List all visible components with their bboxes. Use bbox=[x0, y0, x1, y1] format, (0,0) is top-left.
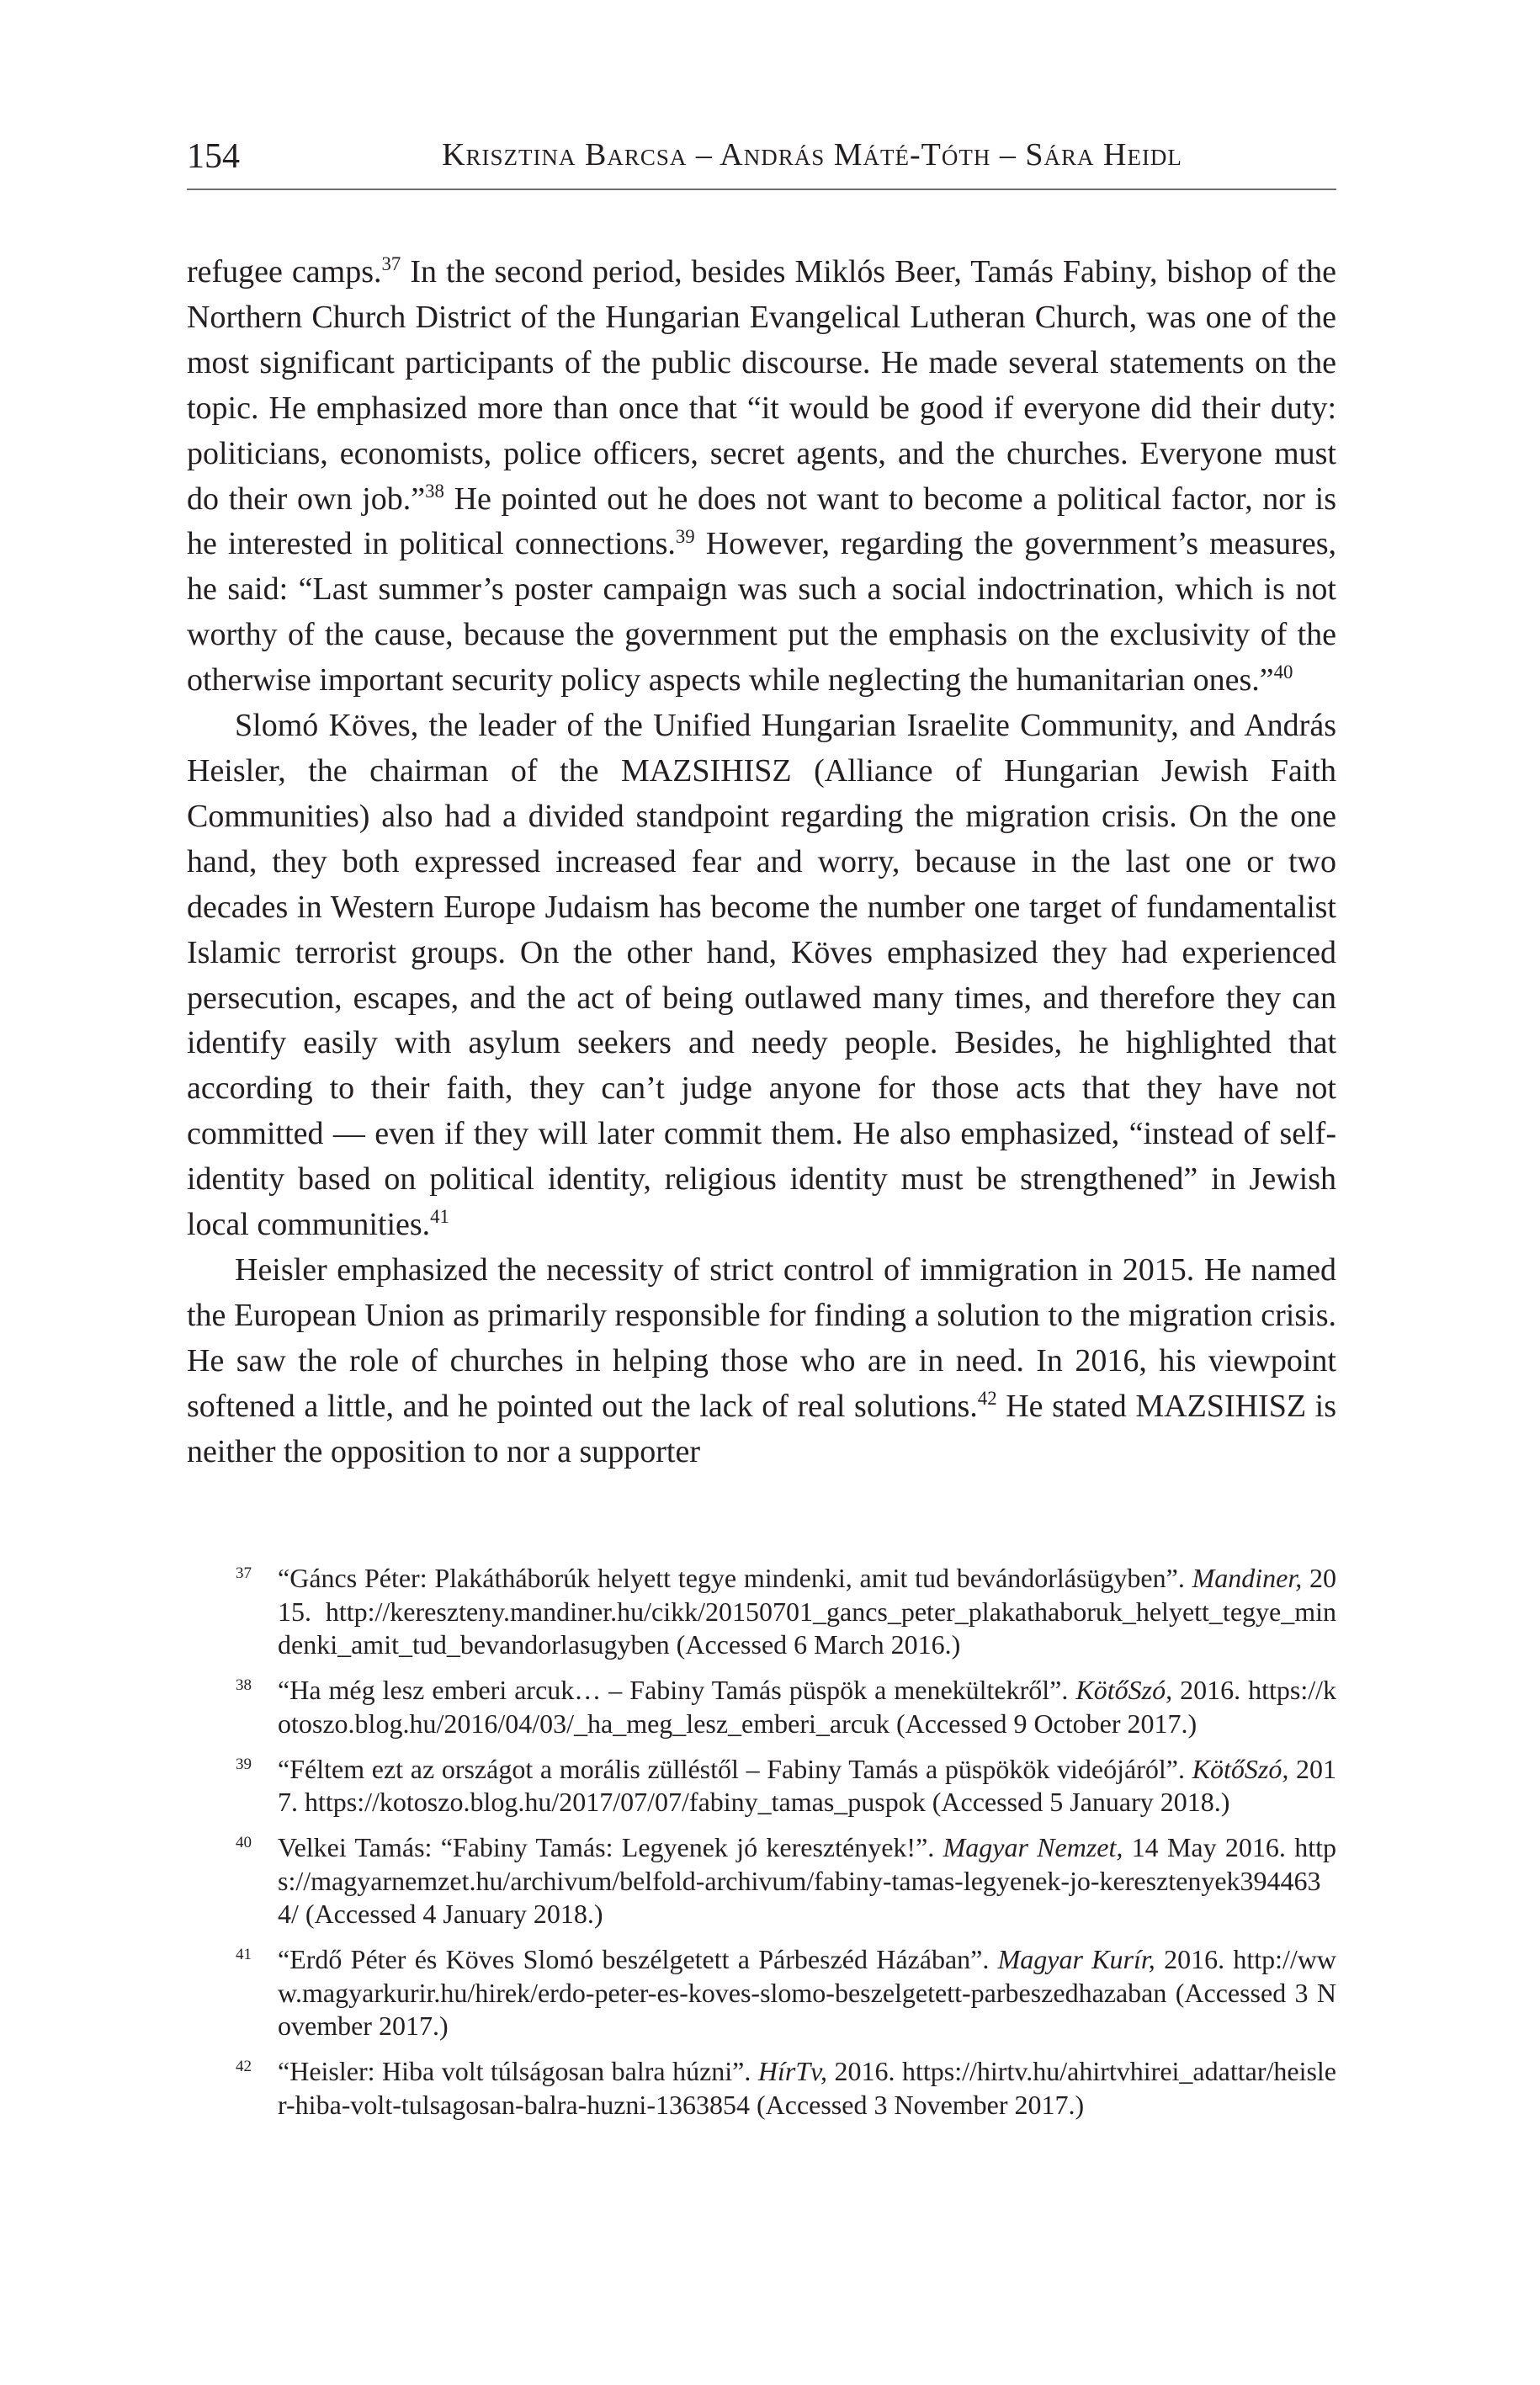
footnote-text: “Féltem ezt az országot a morális zülléstől – Fabiny Tamás a püspökök videójáról”. bbox=[278, 1753, 1192, 1784]
footnote-41 bbox=[187, 1943, 1336, 2043]
footnote-text: 2015. http://kereszteny.mandiner.hu/cikk/20150701_gancs_peter_plakathaboruk_helyett_tegye_mindenki_amit_tud_bevandorlasugyben (Accessed 6 March 2016.) bbox=[278, 1563, 1336, 1660]
footnote-number: 37 bbox=[236, 1564, 252, 1582]
footnote-source: KötőSzó, bbox=[1075, 1675, 1173, 1706]
footnote-source: HírTv, bbox=[757, 2056, 827, 2087]
footnote-text: Velkei Tamás: “Fabiny Tamás: Legyenek jó keresztények!”. bbox=[278, 1831, 943, 1862]
footnote-text: “Gáncs Péter: Plakátháborúk helyett tegye mindenki, amit tud bevándorlásügyben”. bbox=[278, 1563, 1192, 1593]
footnote-number: 38 bbox=[236, 1676, 252, 1695]
paragraph-text: refugee camps. bbox=[187, 254, 382, 289]
footnote-source: Magyar Kurír, bbox=[997, 1944, 1155, 1975]
footnote-text: 14 May 2016. https://magyarnemzet.hu/archivum/belfold-archivum/fabiny-tamas-legyenek-jo-keresztenyek3944634/ (Accessed 4 January 2018.) bbox=[278, 1831, 1337, 1930]
running-head: Krisztina Barcsa – András Máté-Tóth – Sára Heidl bbox=[442, 137, 1182, 173]
footnote-source: Mandiner, bbox=[1192, 1563, 1303, 1593]
footnote-text: 2016. http://www.magyarkurir.hu/hirek/erdo-peter-es-koves-slomo-beszelgetett-parbeszedhazaban (Accessed 3 November 2017.) bbox=[278, 1944, 1336, 2042]
footnote-ref-40[interactable]: 40 bbox=[1273, 661, 1293, 683]
footnote-ref-37[interactable]: 37 bbox=[381, 253, 401, 275]
footnote-text: “Heisler: Hiba volt túlságosan balra húzni”. bbox=[278, 2056, 758, 2087]
paragraph-text: Heisler emphasized the necessity of strict control of immigration in 2015. He named the European Union as primarily responsible for finding a solution to the migration crisis. He saw the role of churches in helping those who are in need. In 2016, his viewpoint softened a little, and he pointed out the lack of real solutions. bbox=[187, 1251, 1336, 1424]
page-number: 154 bbox=[187, 137, 240, 176]
footnote-text: “Erdő Péter és Köves Slomó beszélgetett a Párbeszéd Házában”. bbox=[278, 1944, 998, 1975]
paragraph-text: He stated MAZSIHISZ is neither the opposition to nor a supporter bbox=[187, 1388, 1336, 1469]
paragraph-1 bbox=[187, 250, 1336, 704]
footnote-40 bbox=[187, 1831, 1336, 1931]
footnote-text: 2016. https://hirtv.hu/ahirtvhirei_adattar/heisler-hiba-volt-tulsagosan-balra-huzni-1363854 (Accessed 3 November 2017.) bbox=[278, 2056, 1337, 2120]
footnote-ref-38[interactable]: 38 bbox=[425, 480, 444, 502]
footnote-text: 2016. https://kotoszo.blog.hu/2016/04/03/_ha_meg_lesz_emberi_arcuk (Accessed 9 October 2017.) bbox=[278, 1675, 1337, 1739]
footnote-ref-39[interactable]: 39 bbox=[675, 525, 695, 547]
footnote-38 bbox=[187, 1674, 1336, 1740]
paragraph-text: He pointed out he does not want to become a political factor, nor is he interested in political connections. bbox=[187, 481, 1336, 562]
page-header bbox=[187, 118, 1336, 190]
footnote-37 bbox=[187, 1562, 1336, 1662]
footnote-number: 41 bbox=[236, 1946, 252, 1964]
footnote-42 bbox=[187, 2055, 1336, 2122]
footnotes bbox=[187, 1562, 1336, 2134]
footnote-number: 42 bbox=[236, 2058, 252, 2076]
paragraph-text: However, regarding the government’s measures, he said: “Last summer’s poster campaign was such a social indoctrination, which is not worthy of the cause, because the government put the emphasis on the exclusivity of the otherwise important security policy aspects while neglecting the humanitarian ones.” bbox=[187, 526, 1336, 699]
footnote-text: “Ha még lesz emberi arcuk… – Fabiny Tamás püspök a menekültekről”. bbox=[278, 1675, 1076, 1706]
footnote-source: KötőSzó, bbox=[1192, 1753, 1289, 1784]
footnote-39 bbox=[187, 1753, 1336, 1819]
paragraph-2 bbox=[187, 704, 1336, 1248]
main-text bbox=[187, 250, 1336, 1474]
footnote-source: Magyar Nemzet, bbox=[943, 1831, 1123, 1862]
footnote-number: 39 bbox=[236, 1755, 252, 1773]
paragraph-text: In the second period, besides Miklós Beer, Tamás Fabiny, bishop of the Northern Church District of the Hungarian Evangelical Lutheran Church, was one of the most significant participants of the public discourse. He made several statements on the topic. He emphasized more than once that “it would be good if everyone did their duty: politicians, economists, police officers, secret agents, and the churches. Everyone must do their own job.” bbox=[187, 254, 1336, 517]
paragraph-3 bbox=[187, 1248, 1336, 1475]
paragraph-text: Slomó Köves, the leader of the Unified Hungarian Israelite Community, and András Heisler, the chairman of the MAZSIHISZ (Alliance of Hungarian Jewish Faith Communities) also had a divided standpoint regarding the migration crisis. On the one hand, they both expressed increased fear and worry, because in the last one or two decades in Western Europe Judaism has become the number one target of fundamentalist Islamic terrorist groups. On the other hand, Köves emphasized they had experienced persecution, escapes, and the act of being outlawed many times, and therefore they can identify easily with asylum seekers and needy people. Besides, he highlighted that according to their faith, they can’t judge anyone for those acts that they have not committed — even if they will later commit them. He also emphasized, “instead of self-identity based on political identity, religious identity must be strengthened” in Jewish local communities. bbox=[187, 708, 1336, 1243]
footnote-ref-41[interactable]: 41 bbox=[430, 1206, 449, 1228]
footnote-number: 40 bbox=[236, 1833, 252, 1851]
footnote-ref-42[interactable]: 42 bbox=[977, 1387, 997, 1409]
footnote-text: 2017. https://kotoszo.blog.hu/2017/07/07/fabiny_tamas_puspok (Accessed 5 January 2018.) bbox=[278, 1753, 1337, 1818]
